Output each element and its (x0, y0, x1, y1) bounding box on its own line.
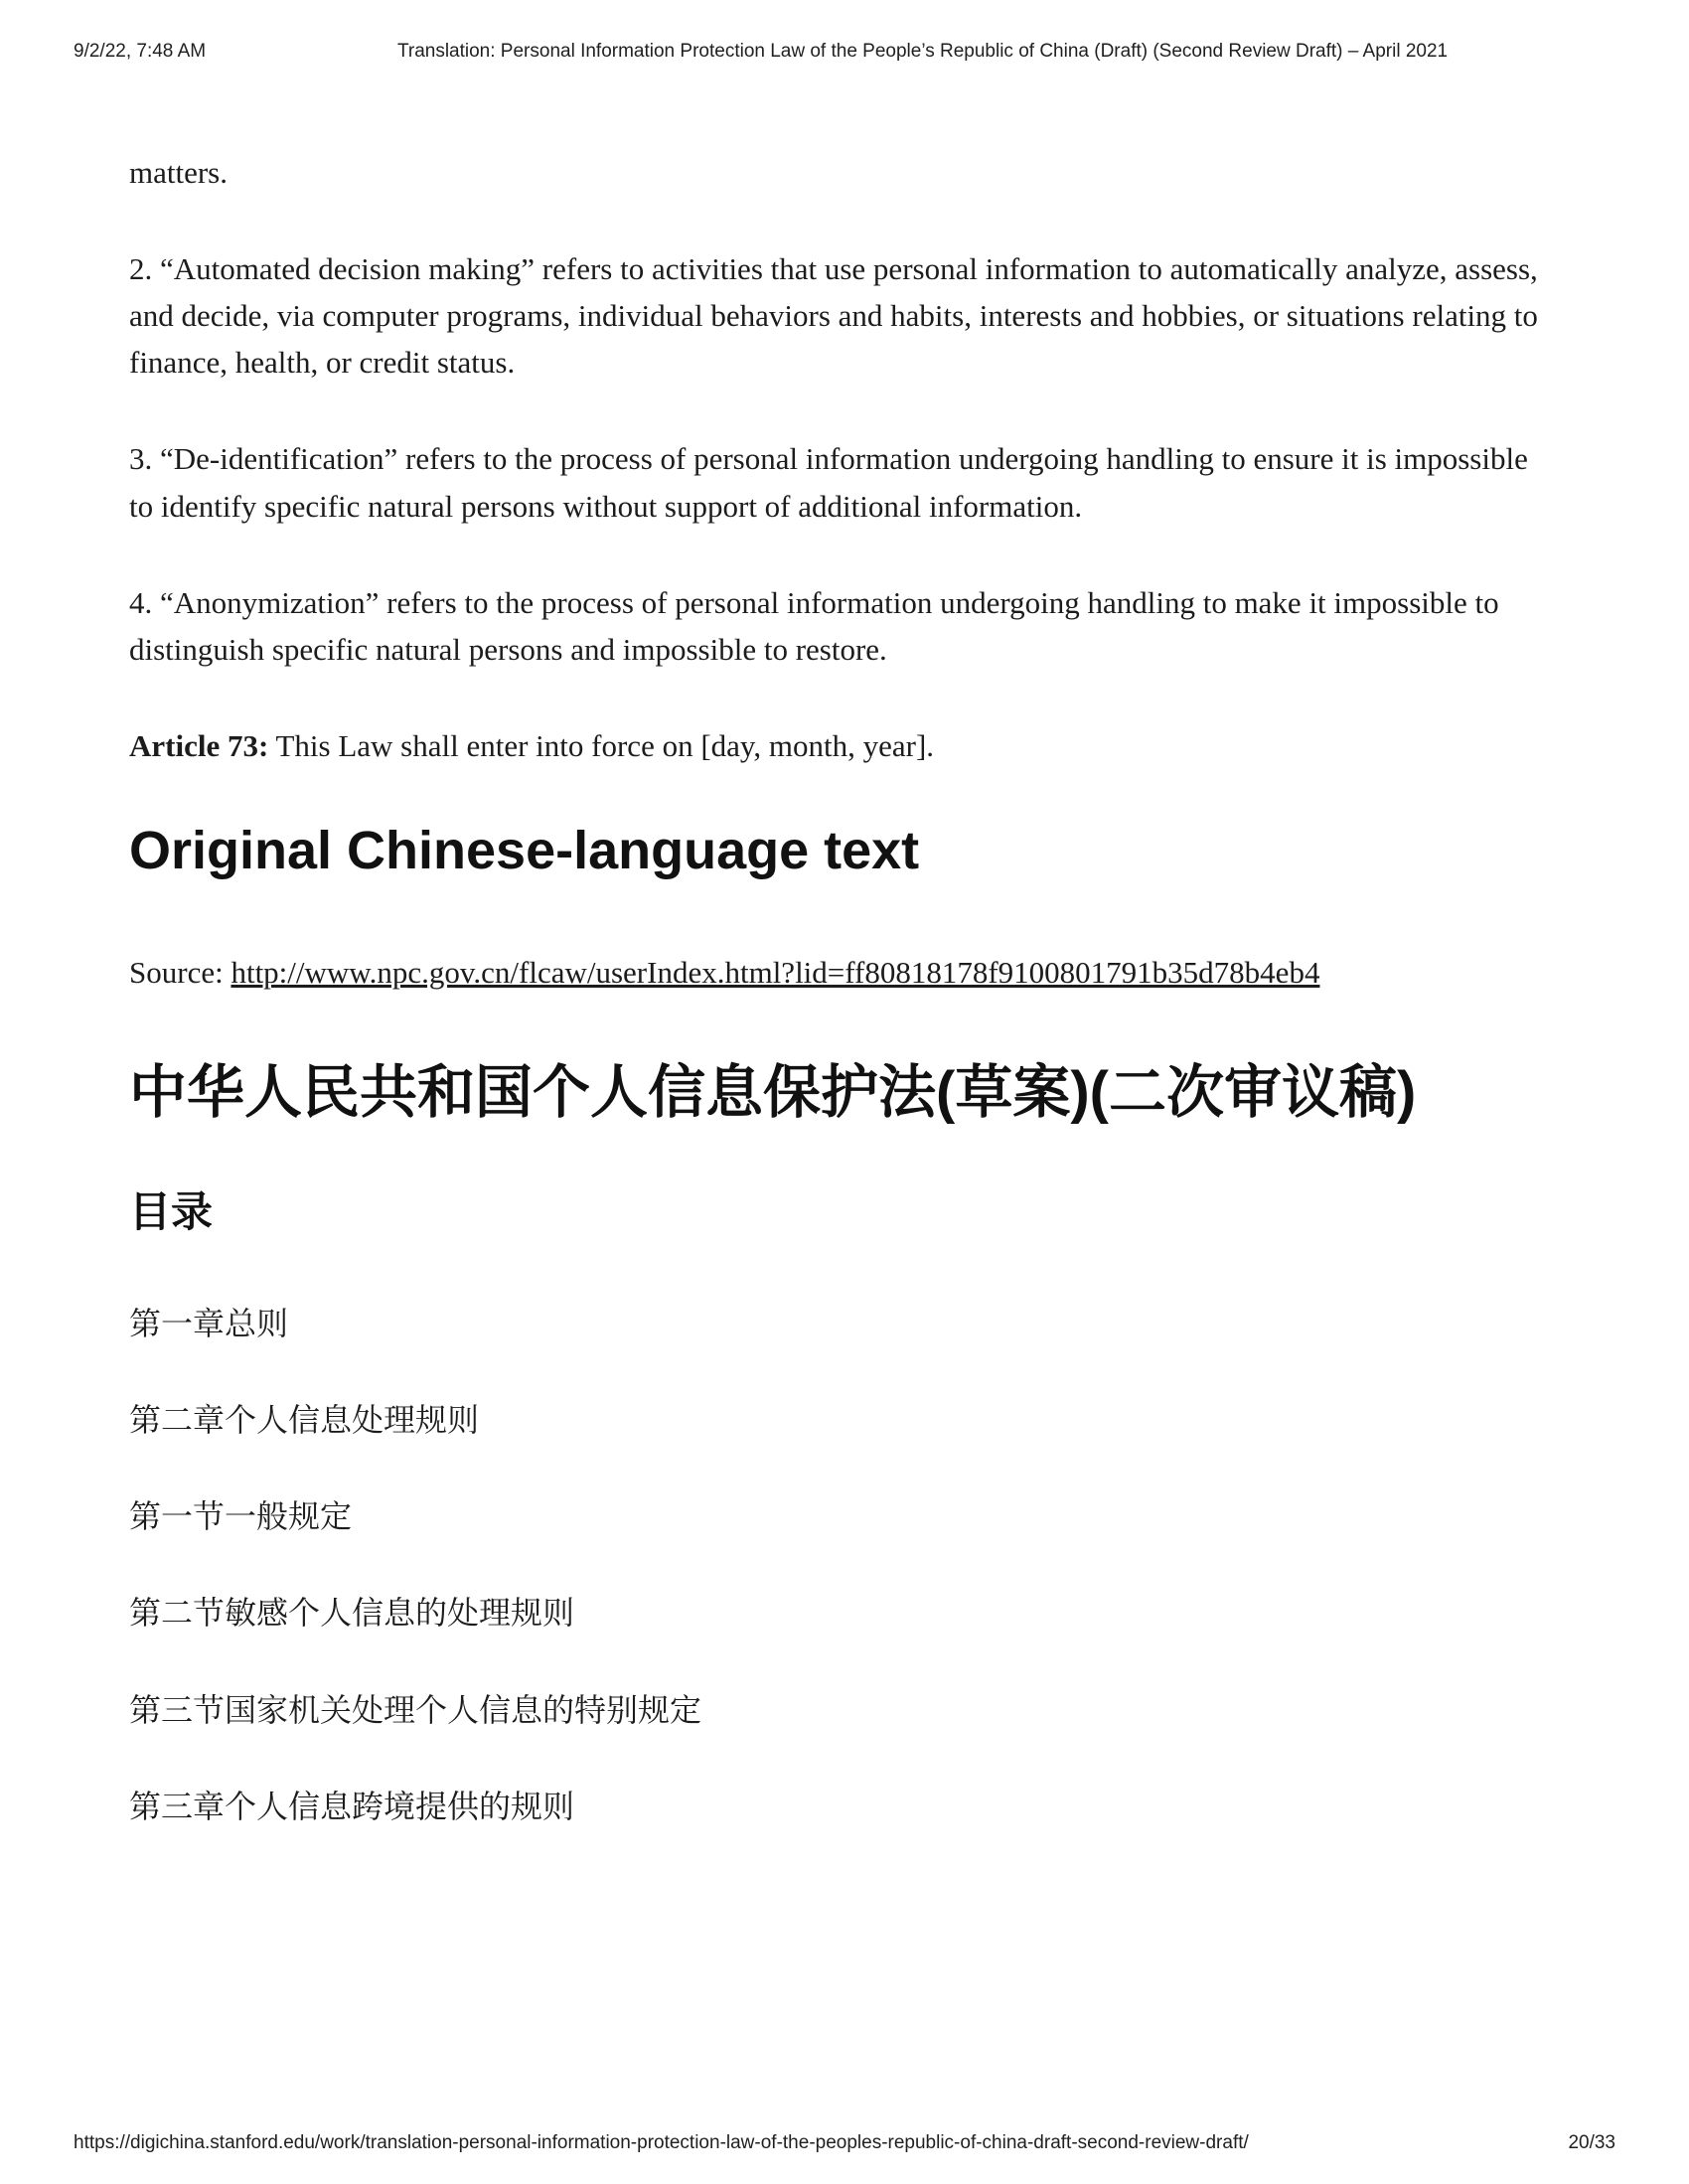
document-content (129, 149, 1540, 1882)
toc-item-section-3: 第三节国家机关处理个人信息的特别规定 (129, 1691, 702, 1728)
paragraph-matters: matters. (129, 155, 228, 190)
heading-original-chinese-language-text: Original Chinese-language text (129, 820, 920, 880)
print-datetime: 9/2/22, 7:48 AM (74, 41, 207, 62)
footer-page-number: 20/33 (1568, 2132, 1615, 2153)
print-header (74, 40, 1615, 64)
paragraph-anonymization: 4. “Anonymization” refers to the process of personal information undergoing handling to make it impossible to distinguish specific natural persons and impossible to restore. (129, 584, 1499, 667)
article-73-label: Article 73: (129, 727, 269, 763)
paragraph-article-73 (129, 722, 1540, 769)
toc-item-chapter-3: 第三章个人信息跨境提供的规则 (129, 1788, 575, 1824)
footer-source-url: https://digichina.stanford.edu/work/translation-personal-information-protection-law-of-the-peoples-republic-of-china-draft-second-review-draft/ (74, 2132, 1249, 2153)
heading-chinese-law-title: 中华人民共和国个人信息保护法(草案)(二次审议稿) (129, 1059, 1417, 1125)
source-link[interactable]: http://www.npc.gov.cn/flcaw/userIndex.html?lid=ff80818178f9100801791b35d78b4eb4 (230, 954, 1320, 990)
toc-item-section-2: 第二节敏感个人信息的处理规则 (129, 1595, 575, 1632)
toc-item-chapter-1: 第一章总则 (129, 1305, 289, 1341)
article-73-text: This Law shall enter into force on [day, month, year]. (268, 727, 935, 763)
source-label: Source: (129, 954, 231, 990)
print-footer (74, 2132, 1615, 2154)
heading-table-of-contents: 目录 (129, 1188, 214, 1236)
source-line (129, 949, 1540, 996)
toc-item-section-1: 第一节一般规定 (129, 1498, 353, 1535)
toc-item-chapter-2: 第二章个人信息处理规则 (129, 1402, 480, 1439)
paragraph-de-identification: 3. “De-identification” refers to the process of personal information undergoing handling to ensure it is impossible to identify specific natural persons without support of additional information. (129, 441, 1528, 524)
print-document-title: Translation: Personal Information Protection Law of the People’s Republic of China (Draft) (Second Review Draft) – April 2021 (396, 41, 1449, 62)
paragraph-automated-decision-making: 2. “Automated decision making” refers to activities that use personal information to automatically analyze, assess, and decide, via computer programs, individual behaviors and habits, interests and hobbies, or situations relating to finance, health, or credit status. (129, 251, 1538, 381)
